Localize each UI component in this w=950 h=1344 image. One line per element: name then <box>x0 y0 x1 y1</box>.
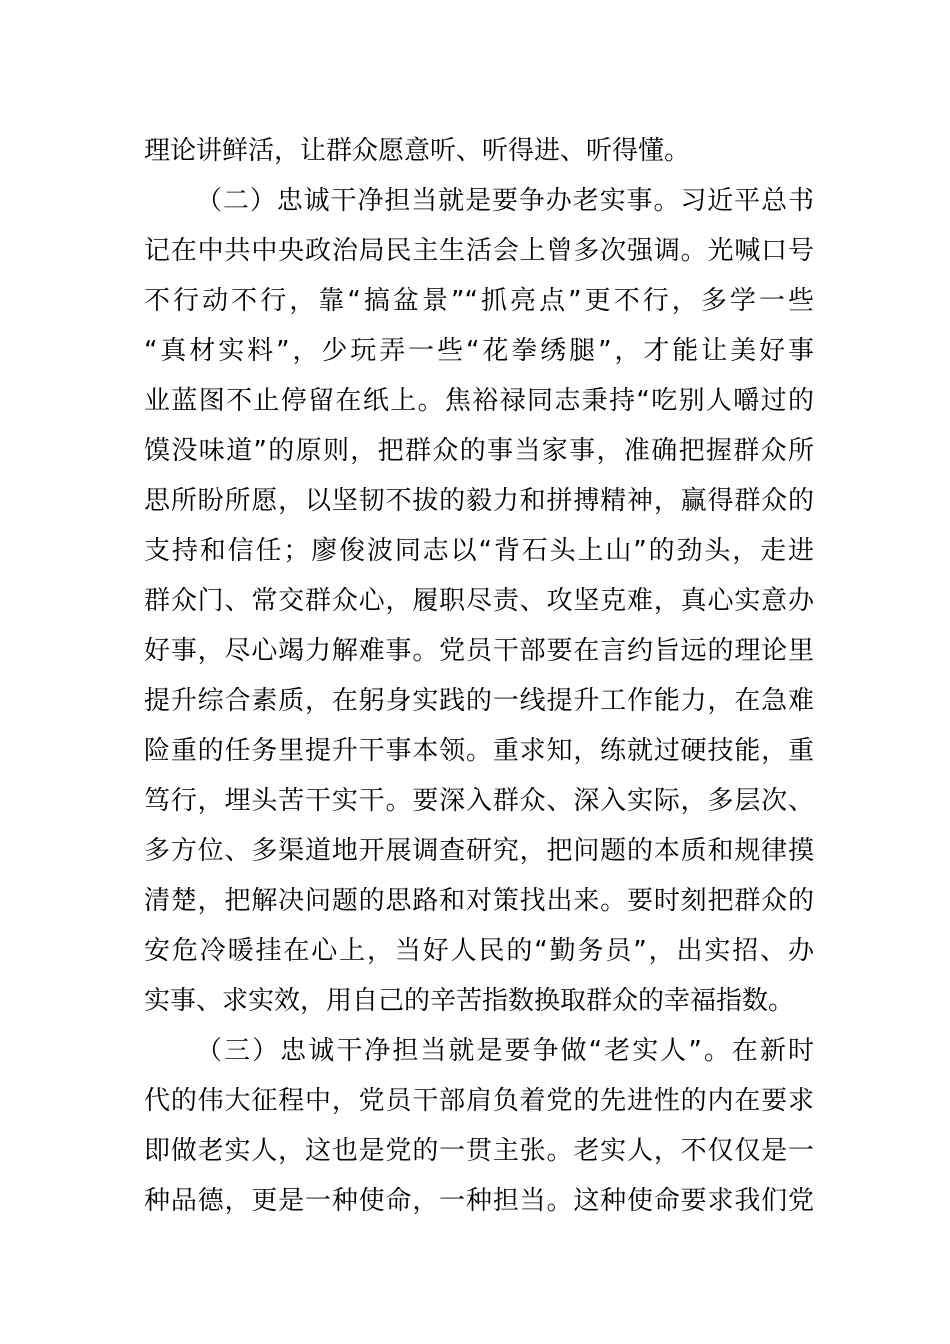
text-line: （三）忠诚干净担当就是要争做“老实人”。在新时 <box>196 1036 814 1066</box>
text-line: 即做老实人，这也是党的一贯主张。老实人，不仅仅是一 <box>144 1136 814 1166</box>
text-line: 实事、求实效，用自己的辛苦指数换取群众的幸福指数。 <box>144 986 795 1016</box>
text-line: 多方位、多渠道地开展调查研究，把问题的本质和规律摸 <box>144 836 814 866</box>
text-line: “真材实料”，少玩弄一些“花拳绣腿”，才能让美好事 <box>144 336 814 366</box>
body-text <box>144 126 814 1226</box>
text-line: 笃行，埋头苦干实干。要深入群众、深入实际，多层次、 <box>144 786 814 816</box>
text-line: 记在中共中央政治局民主生活会上曾多次强调。光喊口号 <box>144 236 814 266</box>
text-line: 好事，尽心竭力解难事。党员干部要在言约旨远的理论里 <box>144 636 814 666</box>
text-line: 安危冷暖挂在心上，当好人民的“勤务员”，出实招、办 <box>144 936 814 966</box>
text-line: 种品德，更是一种使命，一种担当。这种使命要求我们党 <box>144 1186 814 1216</box>
text-line: 理论讲鲜活，让群众愿意听、听得进、听得懂。 <box>144 136 691 166</box>
text-line: 馍没味道”的原则，把群众的事当家事，准确把握群众所 <box>144 436 814 466</box>
text-line: （二）忠诚干净担当就是要争办老实事。习近平总书 <box>196 186 814 216</box>
text-line: 清楚，把解决问题的思路和对策找出来。要时刻把群众的 <box>144 886 814 916</box>
text-line: 险重的任务里提升干事本领。重求知，练就过硬技能，重 <box>144 736 814 766</box>
text-line: 不行动不行，靠“搞盆景”“抓亮点”更不行，多学一些 <box>144 286 814 316</box>
text-line: 群众门、常交群众心，履职尽责、攻坚克难，真心实意办 <box>144 586 814 616</box>
text-line: 业蓝图不止停留在纸上。焦裕禄同志秉持“吃别人嚼过的 <box>144 386 814 416</box>
text-line: 思所盼所愿，以坚韧不拔的毅力和拼搏精神，赢得群众的 <box>144 486 814 516</box>
text-line: 支持和信任；廖俊波同志以“背石头上山”的劲头，走进 <box>144 536 814 566</box>
text-line: 代的伟大征程中，党员干部肩负着党的先进性的内在要求 <box>144 1086 814 1116</box>
text-line: 提升综合素质，在躬身实践的一线提升工作能力，在急难 <box>144 686 814 716</box>
